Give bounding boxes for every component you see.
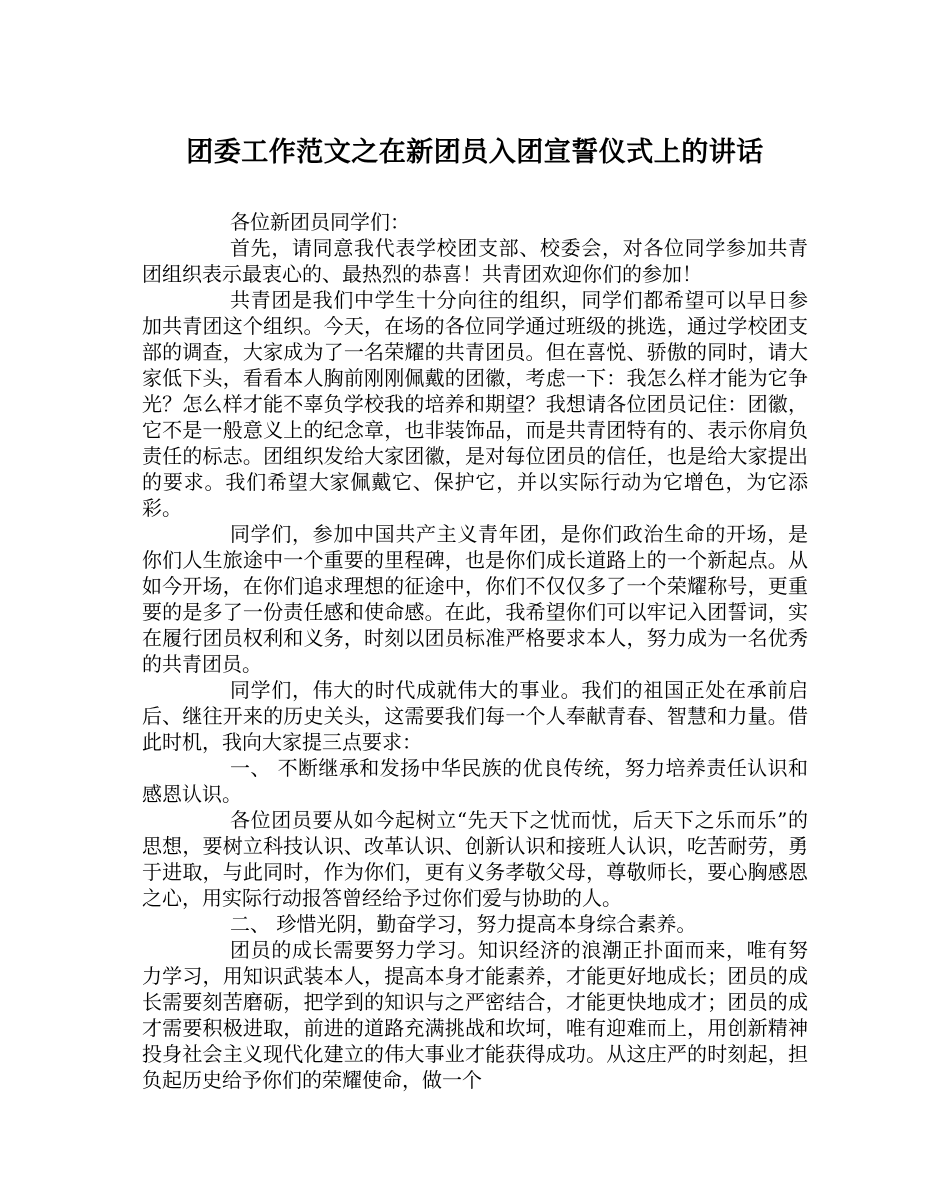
paragraph-requirement-one-detail: 各位团员要从如今起树立“先天下之忧而忧，后天下之乐而乐”的思想，要树立科技认识、改革认识、创新认识和接班人认识，吃苦耐劳，勇于进取，与此同时，作为你们，更有义务孝敬父母，尊敬师长，要心胸感恩之心，用实际行动报答曾经给予过你们爱与协助的人。 xyxy=(142,808,808,910)
paragraph-requirement-one: 一、 不断继承和发扬中华民族的优良传统，努力培养责任认识和感恩认识。 xyxy=(142,756,808,806)
paragraph-congratulations: 首先，请同意我代表学校团支部、校委会，对各位同学参加共青团组织表示最衷心的、最热烈的恭喜！共青团欢迎你们的参加！ xyxy=(142,236,808,286)
paragraph-new-starting-point: 同学们，参加中国共产主义青年团，是你们政治生命的开场，是你们人生旅途中一个重要的里程碑，也是你们成长道路上的一个新起点。从如今开场，在你们追求理想的征途中，你们不仅仅多了一个荣耀称号，更重要的是多了一份责任感和使命感。在此，我希望你们可以牢记入团誓词，实在履行团员权利和义务，时刻以团员标准严格要求本人，努力成为一名优秀的共青团员。 xyxy=(142,522,808,676)
paragraph-three-requirements: 同学们，伟大的时代成就伟大的事业。我们的祖国正处在承前启后、继往开来的历史关头，这需要我们每一个人奉献青春、智慧和力量。借此时机，我向大家提三点要求： xyxy=(142,678,808,754)
paragraph-salutation: 各位新团员同学们： xyxy=(230,210,410,234)
paragraph-requirement-two: 二、 珍惜光阴，勤奋学习，努力提高本身综合素养。 xyxy=(230,912,697,936)
document-body xyxy=(142,209,808,1093)
paragraph-league-badge: 共青团是我们中学生十分向往的组织，同学们都希望可以早日参加共青团这个组织。今天，在场的各位同学通过班级的挑选，通过学校团支部的调查，大家成为了一名荣耀的共青团员。但在喜悦、骄傲的同时，请大家低下头，看看本人胸前刚刚佩戴的团徽，考虑一下：我怎么样才能为它争光？怎么样才能不辜负学校我的培养和期望？我想请各位团员记住：团徽，它不是一般意义上的纪念章，也非装饰品，而是共青团特有的、表示你肩负责任的标志。团组织发给大家团徽，是对每位团员的信任，也是给大家提出的要求。我们希望大家佩戴它、保护它，并以实际行动为它增色，为它添彩。 xyxy=(142,288,808,520)
document-title: 团委工作范文之在新团员入团宣誓仪式上的讲话 xyxy=(186,137,764,168)
paragraph-requirement-two-detail: 团员的成长需要努力学习。知识经济的浪潮正扑面而来，唯有努力学习，用知识武装本人，提高本身才能素养，才能更好地成长；团员的成长需要刻苦磨砺，把学到的知识与之严密结合，才能更快地成才；团员的成才需要积极进取，前进的道路充满挑战和坎坷，唯有迎难而上，用创新精神投身社会主义现代化建立的伟大事业才能获得成功。从这庄严的时刻起，担负起历史给予你们的荣耀使命，做一个 xyxy=(142,938,808,1092)
